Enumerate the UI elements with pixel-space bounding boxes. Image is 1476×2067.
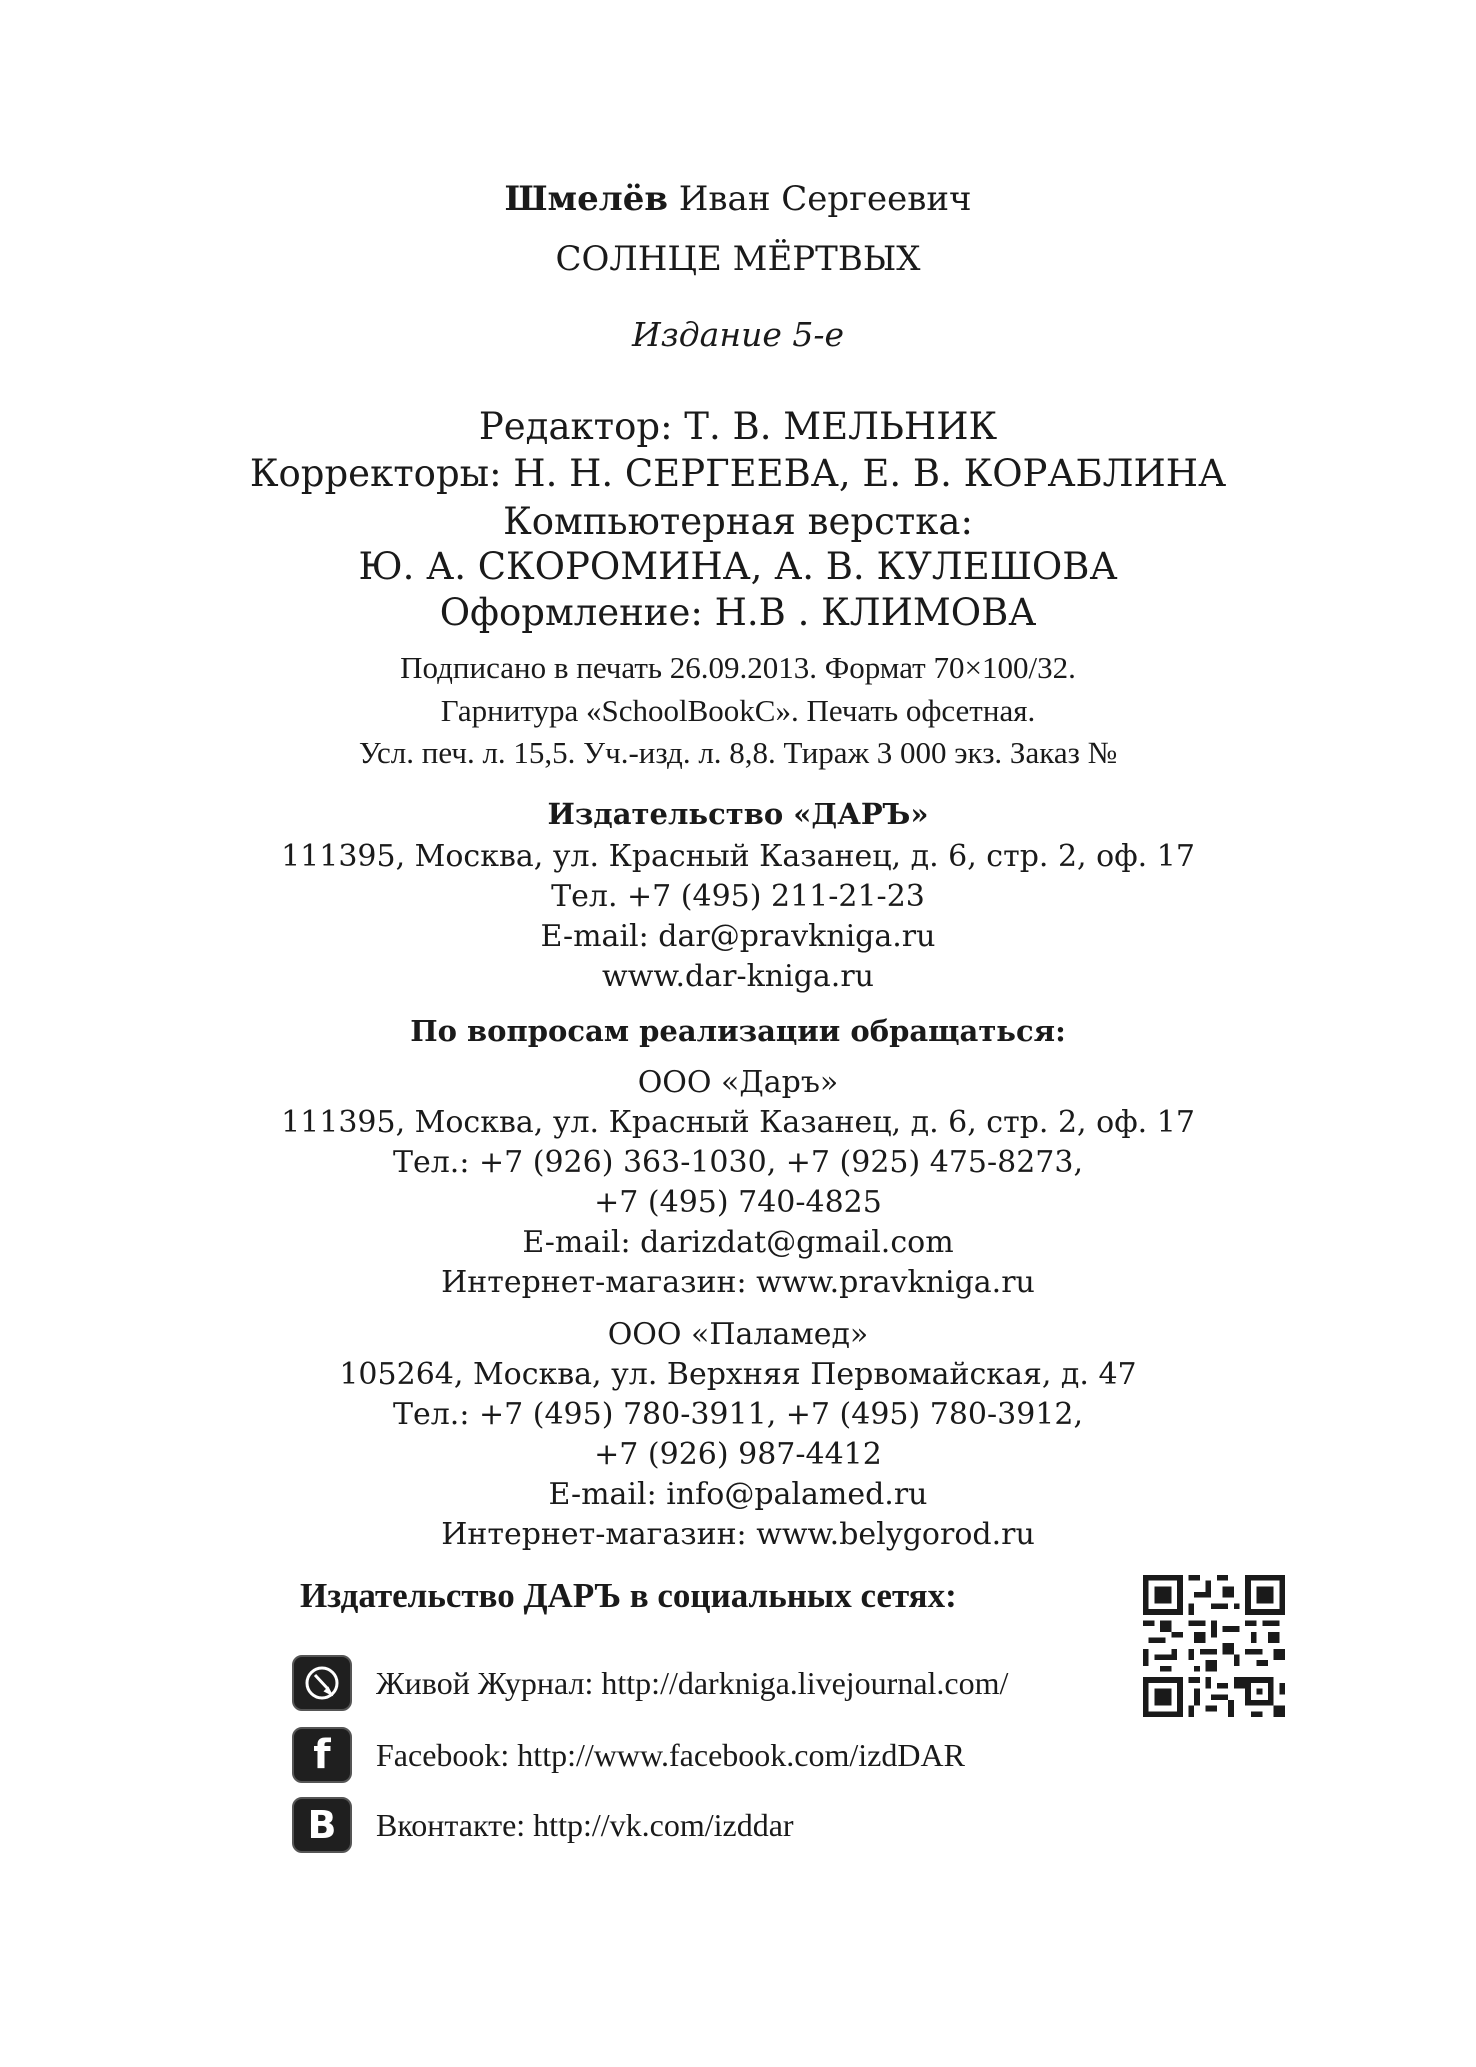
dar-phone-1: Тел.: +7 (926) 363-1030, +7 (925) 475-8273, [392, 1145, 1084, 1180]
design-credit: Оформление: Н.В . КЛИМОВА [439, 591, 1037, 634]
print-info-2: Гарнитура «SchoolBookC». Печать офсетная. [440, 693, 1036, 728]
social-row-livejournal[interactable] [292, 1655, 1008, 1711]
dar-email: E-mail: darizdat@gmail.com [522, 1225, 954, 1260]
layout-credit-label: Компьютерная верстка: [503, 500, 973, 543]
dar-name: ООО «Даръ» [637, 1065, 839, 1100]
palamed-name: ООО «Паламед» [607, 1317, 869, 1352]
author-last-name: Шмелёв [504, 179, 668, 219]
dar-phone-2: +7 (495) 740-4825 [594, 1185, 882, 1220]
editor-credit: Редактор: Т. В. МЕЛЬНИК [478, 405, 998, 448]
publisher-website: www.dar-kniga.ru [602, 959, 874, 994]
social-row-vk[interactable] [292, 1797, 794, 1853]
publisher-email: E-mail: dar@pravkniga.ru [540, 919, 936, 954]
palamed-email: E-mail: info@palamed.ru [548, 1477, 928, 1512]
print-info-1: Подписано в печать 26.09.2013. Формат 70×100/32. [400, 650, 1076, 685]
facebook-icon[interactable]: f [292, 1727, 352, 1783]
edition: Издание 5-е [631, 315, 845, 354]
layout-credit-names: Ю. А. СКОРОМИНА, А. В. КУЛЕШОВА [358, 545, 1118, 588]
qr-code-icon [1143, 1575, 1285, 1717]
sales-heading: По вопросам реализации обращаться: [410, 1014, 1066, 1048]
print-info-3: Усл. печ. л. 15,5. Уч.-изд. л. 8,8. Тираж 3 000 экз. Заказ № [358, 735, 1118, 770]
palamed-phone-1: Тел.: +7 (495) 780-3911, +7 (495) 780-3912, [392, 1397, 1084, 1432]
palamed-shop: Интернет-магазин: www.belygorod.ru [441, 1517, 1035, 1552]
social-heading: Издательство ДАРЪ в социальных сетях: [300, 1576, 957, 1615]
publisher-address: 111395, Москва, ул. Красный Казанец, д. 6, стр. 2, оф. 17 [281, 839, 1195, 874]
facebook-link[interactable]: Facebook: http://www.facebook.com/izdDAR [376, 1736, 965, 1773]
livejournal-link[interactable]: Живой Журнал: http://darkniga.livejournal.com/ [376, 1664, 1009, 1701]
dar-address: 111395, Москва, ул. Красный Казанец, д. 6, стр. 2, оф. 17 [281, 1105, 1195, 1140]
palamed-address: 105264, Москва, ул. Верхняя Первомайская, д. 47 [339, 1357, 1137, 1392]
dar-shop: Интернет-магазин: www.pravkniga.ru [441, 1265, 1035, 1300]
vk-icon[interactable]: B [292, 1797, 352, 1853]
author-line [0, 179, 1476, 219]
book-title: СОЛНЦЕ МЁРТВЫХ [555, 239, 921, 279]
correctors-credit: Корректоры: Н. Н. СЕРГЕЕВА, Е. В. КОРАБЛИНА [249, 452, 1227, 495]
publisher-phone: Тел. +7 (495) 211-21-23 [551, 879, 925, 914]
author-first-name: Иван Сергеевич [678, 179, 972, 219]
livejournal-icon[interactable] [292, 1655, 352, 1711]
palamed-phone-2: +7 (926) 987-4412 [594, 1437, 882, 1472]
publisher-name: Издательство «ДАРЪ» [547, 797, 929, 831]
social-row-facebook[interactable] [292, 1727, 965, 1783]
vk-link[interactable]: Вконтакте: http://vk.com/izddar [376, 1806, 794, 1843]
